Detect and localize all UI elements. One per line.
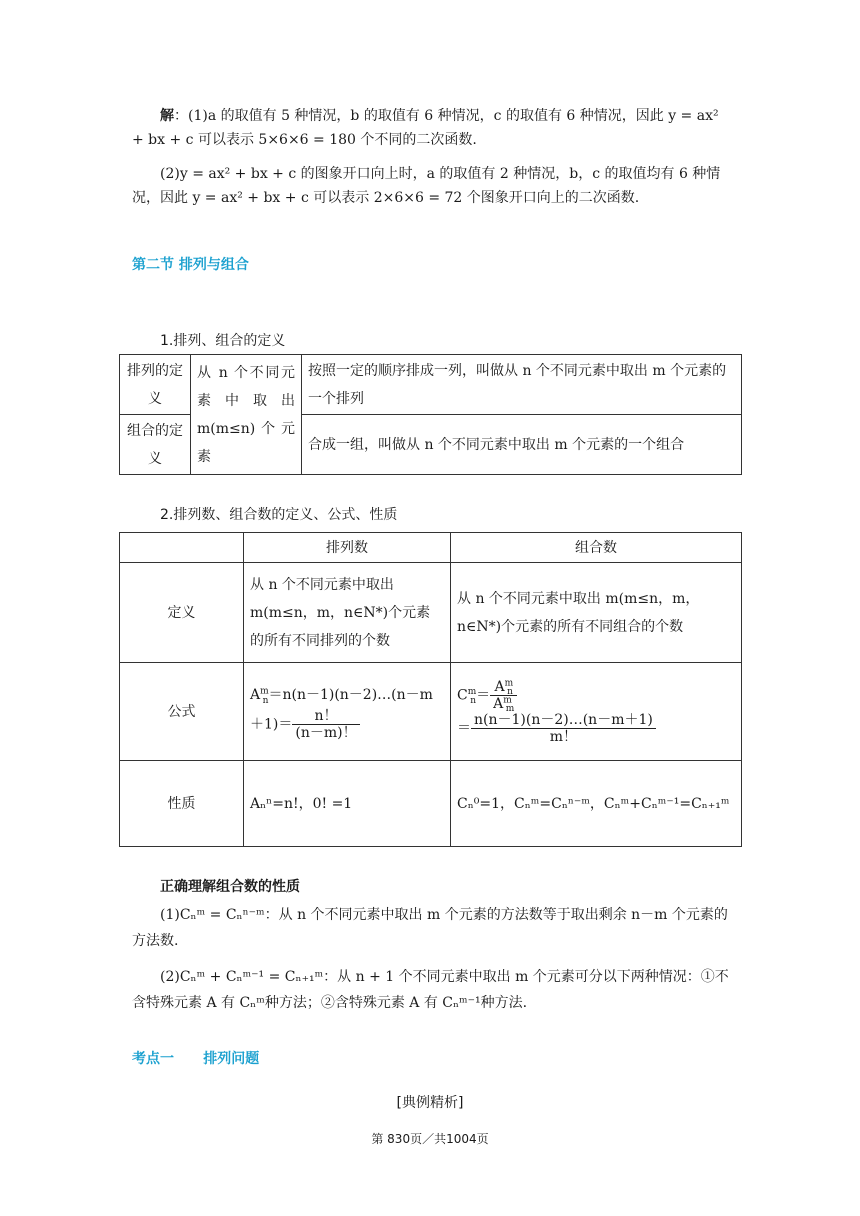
prop-row-label: 性质 xyxy=(120,761,244,847)
comb-fraction-1: $\frac{A^m_n}{A^m_m}$ xyxy=(490,679,517,712)
formula-row-label: 公式 xyxy=(120,663,244,761)
understand-paragraph-2: (2)Cₙᵐ + Cₙᵐ⁻¹ = Cₙ₊₁ᵐ：从 n + 1 个不同元素中取出 m 个元素可分以下两种情况：①不含特殊元素 A 有 Cₙᵐ种方法；②含特殊元素 A 有 Cₙᵐ⁻¹种方法. xyxy=(132,969,729,1011)
section-title: 第二节 排列与组合 xyxy=(132,257,249,273)
numbers-heading: 2.排列数、组合数的定义、公式、性质 xyxy=(160,507,398,523)
solution-paragraph-2: (2)y = ax² + bx + c 的图象开口向上时，a 的取值有 2 种情况，b，c 的取值均有 6 种情况，因此 y = ax² + bx + c 可以表示 2×6×6 = 72 个图象开口向上的二次函数. xyxy=(132,166,721,206)
definition-heading: 1.排列、组合的定义 xyxy=(160,333,286,349)
comb-def-text: 合成一组，叫做从 n 个不同元素中取出 m 个元素的一个组合 xyxy=(302,415,742,475)
comb-prop-cell: Cₙ⁰=1，Cₙᵐ=Cₙⁿ⁻ᵐ，Cₙᵐ+Cₙᵐ⁻¹=Cₙ₊₁ᵐ xyxy=(451,761,742,847)
solution-paragraph-1 xyxy=(132,104,732,152)
corner-cell xyxy=(120,533,244,563)
shared-def-cell: 从 n 个不同元素中取出 m(m≤n)个元素 xyxy=(191,355,302,475)
perm-prop-cell: Aₙⁿ=n!，0! =1 xyxy=(244,761,451,847)
def-row-label: 定义 xyxy=(120,563,244,663)
kaodian-heading: 考点一 排列问题 xyxy=(132,1051,260,1067)
comb-formula-cell: $C^m_n=$ $\frac{A^m_n}{A^m_m}$ ＝ $\frac{n(n-1)(n-2)\dots(n-m+1)}{m!}$ xyxy=(451,663,742,761)
definition-table xyxy=(119,354,742,475)
perm-def-head: 排列的定义 xyxy=(120,355,191,415)
understand-heading: 正确理解组合数的性质 xyxy=(160,879,300,895)
perm-def-text: 按照一定的顺序排成一列，叫做从 n 个不同元素中取出 m 个元素的一个排列 xyxy=(302,355,742,415)
comb-def-head: 组合的定义 xyxy=(120,415,191,475)
page-footer: 第 830页／共1004页 xyxy=(371,1132,489,1146)
example-label: [典例精析] xyxy=(396,1095,464,1111)
solution-text-1: ：(1)a 的取值有 5 种情况，b 的取值有 6 种情况，c 的取值有 6 种情况，因此 y = ax² + bx + c 可以表示 5×6×6 = 180 个不同的二次函数. xyxy=(132,108,719,148)
numbers-table xyxy=(119,532,742,847)
solution-label: 解 xyxy=(160,108,174,124)
understand-paragraph-1: (1)Cₙᵐ = Cₙⁿ⁻ᵐ：从 n 个不同元素中取出 m 个元素的方法数等于取出剩余 n－m 个元素的方法数. xyxy=(132,907,728,949)
comb-def-cell: 从 n 个不同元素中取出 m(m≤n，m，n∈N*)个元素的所有不同组合的个数 xyxy=(451,563,742,663)
perm-def-cell: 从 n 个不同元素中取出 m(m≤n，m，n∈N*)个元素的所有不同排列的个数 xyxy=(244,563,451,663)
comb-fraction-2: $\frac{n(n-1)(n-2)\dots(n-m+1)}{m!}$ xyxy=(471,712,656,745)
comb-col-header: 组合数 xyxy=(451,533,742,563)
perm-fraction: $\frac{n!}{(n-m)!}$ xyxy=(292,708,359,741)
perm-col-header: 排列数 xyxy=(244,533,451,563)
perm-formula-cell: $A^m_n=n(n-1)(n-2)\dots(n-m+1)=$ $\frac{n!}{(n-m)!}$ xyxy=(244,663,451,761)
